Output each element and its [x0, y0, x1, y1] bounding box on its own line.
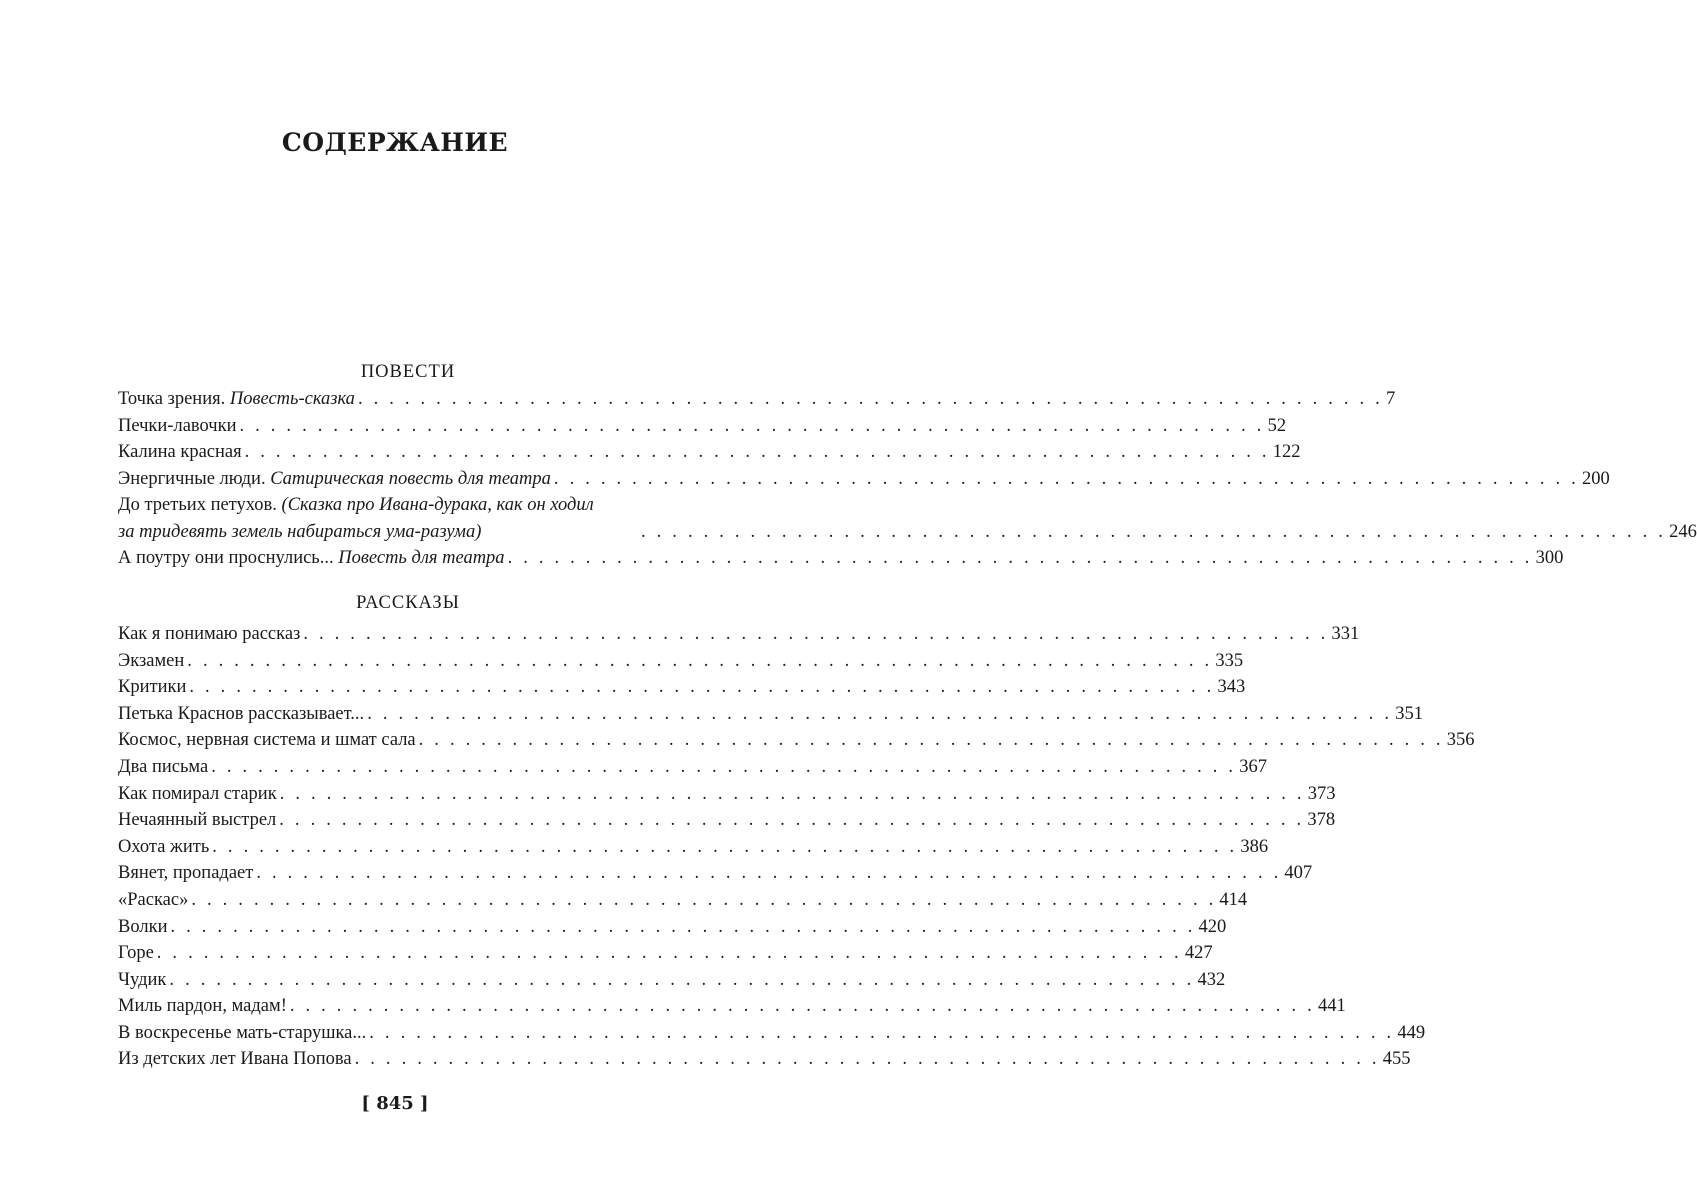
dot-leader: . . . . . . . . . . . . . . . . . . . . . . . . . . . . . . . . . . . . . . . . . . . . . . . . . . . . . . . . . . . . . . . . . .	[507, 548, 1533, 569]
toc-entry-title: Из детских лет Ивана Попова	[118, 1049, 352, 1070]
toc-entry-title: В воскресенье мать-старушка...	[118, 1022, 367, 1043]
toc-entry	[118, 413, 1287, 440]
toc-entry	[118, 887, 1248, 914]
toc-entry-title: Калина красная	[118, 442, 242, 463]
toc-entry-title: Петька Краснов рассказывает...	[118, 703, 365, 724]
toc-entry-title: А поутру они проснулись... Повесть для театра	[118, 548, 505, 569]
toc-entry-page: 367	[1239, 756, 1268, 777]
toc-entry-page: 335	[1215, 650, 1244, 671]
toc-entry-page: 407	[1284, 863, 1313, 884]
dot-leader: . . . . . . . . . . . . . . . . . . . . . . . . . . . . . . . . . . . . . . . . . . . . . . . . . . . . . . . . . . . . . . . . . .	[239, 415, 1265, 436]
toc-entry-subtitle: за тридевять земель набираться ума-разума)	[118, 521, 482, 542]
toc-entry-title: Волки	[118, 916, 168, 937]
dot-leader: . . . . . . . . . . . . . . . . . . . . . . . . . . . . . . . . . . . . . . . . . . . . . . . . . . . . . . . . . . . . . . . . . .	[170, 916, 1196, 937]
toc-entry	[118, 754, 1268, 781]
toc-entry-title: Нечаянный выстрел	[118, 810, 277, 831]
toc-entry-title: Чудик	[118, 969, 167, 990]
section-heading-povesti: ПОВЕСТИ	[360, 362, 456, 382]
dot-leader: . . . . . . . . . . . . . . . . . . . . . . . . . . . . . . . . . . . . . . . . . . . . . . . . . . . . . . . . . . . . . . . . . .	[212, 836, 1238, 857]
toc-entry-page: 432	[1197, 969, 1226, 990]
toc-entry	[118, 967, 1226, 994]
dot-leader: . . . . . . . . . . . . . . . . . . . . . . . . . . . . . . . . . . . . . . . . . . . . . . . . . . . . . . . . . . . . . . . . . .	[279, 810, 1305, 831]
dot-leader: . . . . . . . . . . . . . . . . . . . . . . . . . . . . . . . . . . . . . . . . . . . . . . . . . . . . . . . . . . . . . . . . . .	[191, 889, 1217, 910]
toc-entry-title: Критики	[118, 677, 187, 698]
toc-entry-title: Вянет, пропадает	[118, 863, 254, 884]
toc-entry-title: Миль пардон, мадам!	[118, 996, 287, 1017]
toc-entry	[118, 545, 1564, 572]
toc-entry	[118, 701, 1424, 728]
toc-entry	[118, 1020, 1426, 1047]
dot-leader: . . . . . . . . . . . . . . . . . . . . . . . . . . . . . . . . . . . . . . . . . . . . . . . . . . . . . . . . . . . . . . . . . .	[156, 943, 1182, 964]
toc-entry	[118, 914, 1227, 941]
toc-entry-title: «Раскас»	[118, 889, 189, 910]
dot-leader: . . . . . . . . . . . . . . . . . . . . . . . . . . . . . . . . . . . . . . . . . . . . . . . . . . . . . . . . . . . . . . . . . .	[289, 996, 1315, 1017]
dot-leader: . . . . . . . . . . . . . . . . . . . . . . . . . . . . . . . . . . . . . . . . . . . . . . . . . . . . . . . . . . . . . . . . . .	[279, 783, 1305, 804]
page-number: [ 845 ]	[361, 1093, 429, 1114]
toc-entry-title: Горе	[118, 943, 154, 964]
table-of-contents	[118, 358, 1697, 1073]
toc-entry	[118, 648, 1244, 675]
toc-entry-page: 200	[1582, 468, 1610, 489]
toc-entry	[118, 439, 1301, 466]
toc-entry-page: 246	[1669, 521, 1697, 542]
toc-entry	[118, 386, 1396, 413]
toc-entry-page: 427	[1184, 943, 1213, 964]
dot-leader: . . . . . . . . . . . . . . . . . . . . . . . . . . . . . . . . . . . . . . . . . . . . . . . . . . . . . . . . . . . . . . . . . .	[553, 468, 1579, 489]
toc-entry-page: 414	[1219, 889, 1248, 910]
toc-entry-page: 52	[1267, 415, 1287, 436]
dot-leader: . . . . . . . . . . . . . . . . . . . . . . . . . . . . . . . . . . . . . . . . . . . . . . . . . . . . . . . . . . . . . . . . . .	[303, 623, 1329, 644]
toc-entry-title: Экзамен	[118, 650, 185, 671]
dot-leader: . . . . . . . . . . . . . . . . . . . . . . . . . . . . . . . . . . . . . . . . . . . . . . . . . . . . . . . . . . . . . . . . . .	[367, 703, 1393, 724]
toc-entry	[118, 834, 1269, 861]
toc-entry-title: Энергичные люди. Сатирическая повесть для театра	[118, 468, 551, 489]
toc-entry-subtitle: Сатирическая повесть для театра	[270, 468, 551, 489]
dot-leader: . . . . . . . . . . . . . . . . . . . . . . . . . . . . . . . . . . . . . . . . . . . . . . . . . . . . . . . . . . . . . . . . . .	[256, 863, 1282, 884]
toc-entry-page: 331	[1331, 623, 1360, 644]
toc-entry	[118, 492, 1697, 545]
toc-entry-title: Печки-лавочки	[118, 415, 237, 436]
dot-leader: . . . . . . . . . . . . . . . . . . . . . . . . . . . . . . . . . . . . . . . . . . . . . . . . . . . . . . . . . . . . . . . . . .	[169, 969, 1195, 990]
toc-entry-page: 343	[1217, 677, 1246, 698]
dot-leader: . . . . . . . . . . . . . . . . . . . . . . . . . . . . . . . . . . . . . . . . . . . . . . . . . . . . . . . . . . . . . . . . . .	[211, 756, 1237, 777]
toc-entry-title: Охота жить	[118, 836, 210, 857]
toc-entry-page: 7	[1386, 389, 1396, 409]
toc-entry	[118, 807, 1336, 834]
dot-leader: . . . . . . . . . . . . . . . . . . . . . . . . . . . . . . . . . . . . . . . . . . . . . . . . . . . . . . . . . . . . . . . . . .	[354, 1049, 1380, 1070]
dot-leader: . . . . . . . . . . . . . . . . . . . . . . . . . . . . . . . . . . . . . . . . . . . . . . . . . . . . . . . . . . . . . . . . . .	[418, 730, 1444, 751]
toc-entry-page: 356	[1446, 730, 1475, 751]
dot-leader: . . . . . . . . . . . . . . . . . . . . . . . . . . . . . . . . . . . . . . . . . . . . . . . . . . . . . . . . . . . . . . . . . .	[641, 521, 1667, 542]
toc-entry	[118, 940, 1213, 967]
toc-entry-page: 441	[1317, 996, 1346, 1017]
toc-entry	[118, 860, 1313, 887]
dot-leader: . . . . . . . . . . . . . . . . . . . . . . . . . . . . . . . . . . . . . . . . . . . . . . . . . . . . . . . . . . . . . . . . . .	[244, 442, 1270, 463]
toc-entry	[118, 621, 1360, 648]
toc-entry-page: 122	[1272, 442, 1301, 463]
dot-leader: . . . . . . . . . . . . . . . . . . . . . . . . . . . . . . . . . . . . . . . . . . . . . . . . . . . . . . . . . . . . . . . . . .	[357, 389, 1384, 409]
dot-leader: . . . . . . . . . . . . . . . . . . . . . . . . . . . . . . . . . . . . . . . . . . . . . . . . . . . . . . . . . . . . . . . . . .	[369, 1022, 1395, 1043]
toc-entry-page: 351	[1395, 703, 1424, 724]
toc-entry-title: Как я понимаю рассказ	[118, 623, 301, 644]
toc-entry-subtitle: (Сказка про Ивана-дурака, как он ходил	[281, 495, 594, 516]
toc-entry-page: 455	[1382, 1049, 1411, 1070]
toc-entry-page: 378	[1307, 810, 1336, 831]
toc-entry-page: 300	[1535, 548, 1564, 569]
toc-entry-page: 373	[1307, 783, 1336, 804]
toc-entry	[118, 993, 1346, 1020]
toc-entry-title: До третьих петухов. (Сказка про Ивана-дурака, как он ходил за тридевять земель набираться ума-разума)	[118, 495, 594, 542]
toc-entry-subtitle: Повесть-сказка	[229, 389, 355, 409]
toc-entry	[118, 674, 1246, 701]
toc-entry-subtitle: Повесть для театра	[338, 548, 505, 569]
section-heading-rasskazy: РАССКАЗЫ	[356, 592, 460, 613]
toc-entry	[118, 1046, 1411, 1073]
dot-leader: . . . . . . . . . . . . . . . . . . . . . . . . . . . . . . . . . . . . . . . . . . . . . . . . . . . . . . . . . . . . . . . . . .	[189, 677, 1215, 698]
toc-entry-page: 386	[1240, 836, 1269, 857]
toc-entry	[118, 781, 1336, 808]
toc-entry-title: Как помирал старик	[118, 783, 277, 804]
toc-entry-title: Два письма	[118, 756, 209, 777]
toc-entry-page: 420	[1198, 916, 1227, 937]
toc-entry-title: Космос, нервная система и шмат сала	[118, 730, 416, 751]
toc-entry	[118, 727, 1475, 754]
toc-entry	[118, 466, 1610, 493]
toc-entry-page: 449	[1397, 1022, 1426, 1043]
dot-leader: . . . . . . . . . . . . . . . . . . . . . . . . . . . . . . . . . . . . . . . . . . . . . . . . . . . . . . . . . . . . . . . . . .	[187, 650, 1213, 671]
page-title: СОДЕРЖАНИЕ	[281, 128, 509, 157]
toc-entry-title: Точка зрения. Повесть-сказка	[118, 389, 355, 409]
